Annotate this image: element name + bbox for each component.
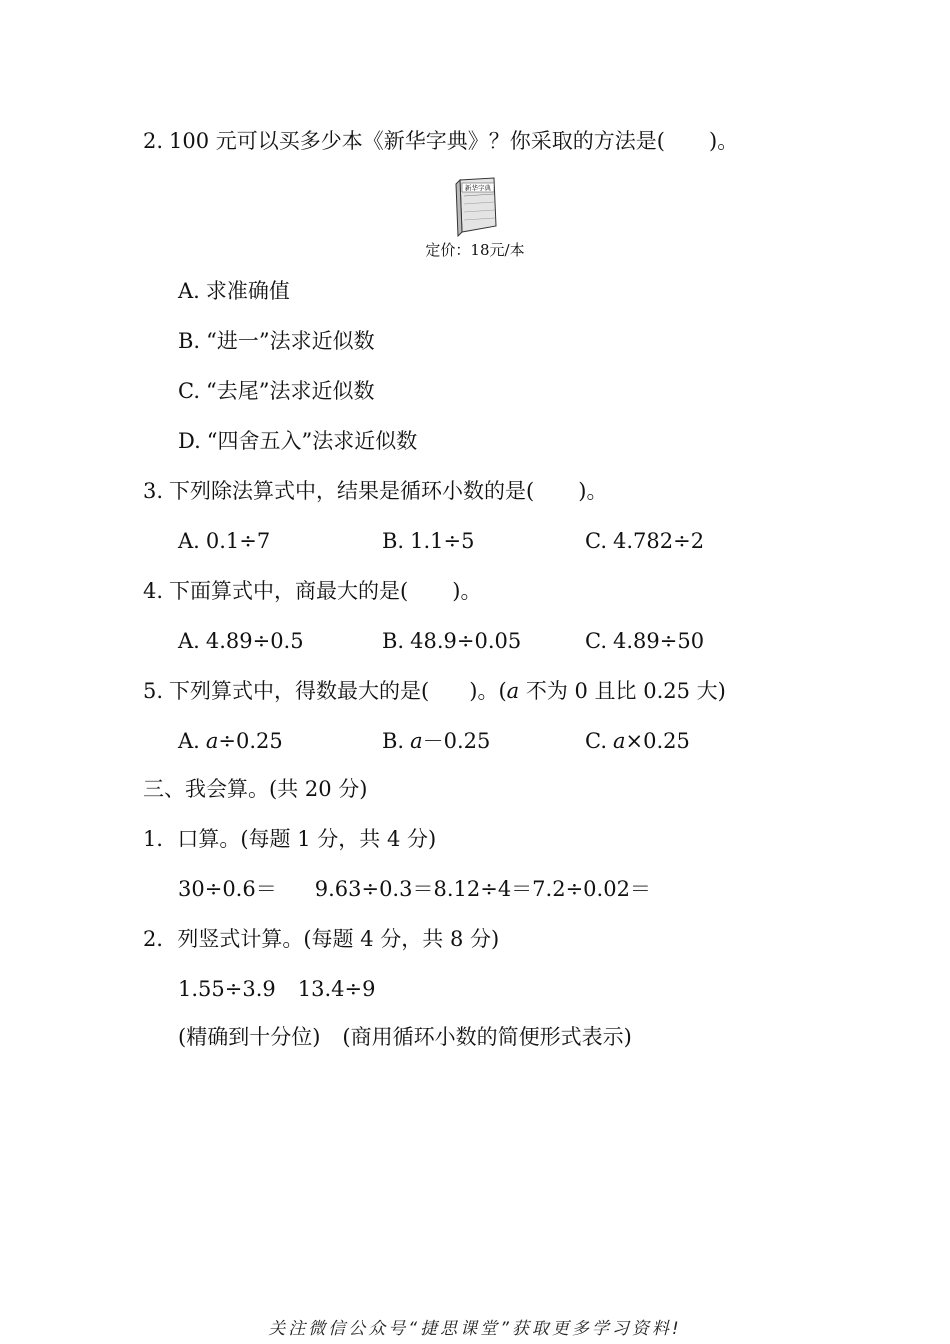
- question-text: 下列除法算式中，结果是循环小数的是(: [169, 479, 535, 503]
- question-number: 2.: [143, 129, 164, 153]
- question-number: 4.: [143, 579, 164, 603]
- mental-math-row: [178, 876, 651, 902]
- question-close: )。: [709, 129, 739, 153]
- q4-option-c[interactable]: C. 4.89÷50: [585, 629, 705, 653]
- vertical-calc-item[interactable]: 1.55÷3.9: [178, 977, 276, 1001]
- dictionary-book-image: [452, 174, 500, 238]
- section-heading: 三、我会算。(共 20 分): [143, 777, 368, 801]
- calc-note: (商用循环小数的简便形式表示): [342, 1025, 632, 1049]
- question-number: 3.: [143, 479, 164, 503]
- question-text: 100 元可以买多少本《新华字典》？你采取的方法是(: [169, 129, 665, 153]
- question-3: [143, 478, 607, 504]
- book-cover-title: 新华字典: [465, 184, 491, 192]
- question-text: 下列算式中，得数最大的是(: [169, 679, 430, 703]
- q5-option-c[interactable]: C. a×0.25: [585, 729, 690, 753]
- question-5: [143, 678, 726, 704]
- question-close: )。(: [469, 679, 507, 703]
- q2-option-a[interactable]: A. 求准确值: [178, 279, 290, 303]
- q2-option-c[interactable]: C. “去尾”法求近似数: [178, 379, 375, 403]
- mental-math-item[interactable]: 30÷0.6＝: [178, 877, 277, 901]
- q3-option-c[interactable]: C. 4.782÷2: [585, 529, 705, 553]
- q2-option-d[interactable]: D. “四舍五入”法求近似数: [178, 429, 418, 453]
- vertical-calc-item[interactable]: 13.4÷9: [297, 977, 376, 1001]
- question-text: 下面算式中，商最大的是(: [169, 579, 409, 603]
- part1-title: 1．口算。(每题 1 分，共 4 分): [143, 827, 437, 851]
- question-4: [143, 578, 481, 604]
- question-2: [143, 128, 738, 154]
- question-close: )。: [578, 479, 608, 503]
- calc-note: (精确到十分位): [178, 1025, 321, 1049]
- q3-option-b[interactable]: B. 1.1÷5: [382, 529, 475, 553]
- q4-option-b[interactable]: B. 48.9÷0.05: [382, 629, 522, 653]
- condition-text: 不为 0 且比 0.25 大): [519, 679, 726, 703]
- q2-option-b[interactable]: B. “进一”法求近似数: [178, 329, 375, 353]
- question-close: )。: [452, 579, 482, 603]
- q5-option-a[interactable]: A. a÷0.25: [178, 729, 283, 753]
- q3-option-a[interactable]: A. 0.1÷7: [178, 529, 271, 553]
- variable-a: a: [506, 679, 520, 703]
- question-number: 5.: [143, 679, 164, 703]
- mental-math-item[interactable]: 9.63÷0.3＝8.12÷4＝7.2÷0.02＝: [314, 877, 651, 901]
- q5-option-b[interactable]: B. a－0.25: [382, 729, 491, 753]
- footer-note: 关注微信公众号“捷思课堂”获取更多学习资料!: [268, 1319, 682, 1339]
- price-label: 定价：18元/本: [425, 241, 525, 259]
- vertical-calc-row: [178, 976, 375, 1002]
- part2-title: 2．列竖式计算。(每题 4 分，共 8 分): [143, 927, 500, 951]
- q4-option-a[interactable]: A. 4.89÷0.5: [178, 629, 304, 653]
- vertical-calc-notes: [178, 1024, 632, 1050]
